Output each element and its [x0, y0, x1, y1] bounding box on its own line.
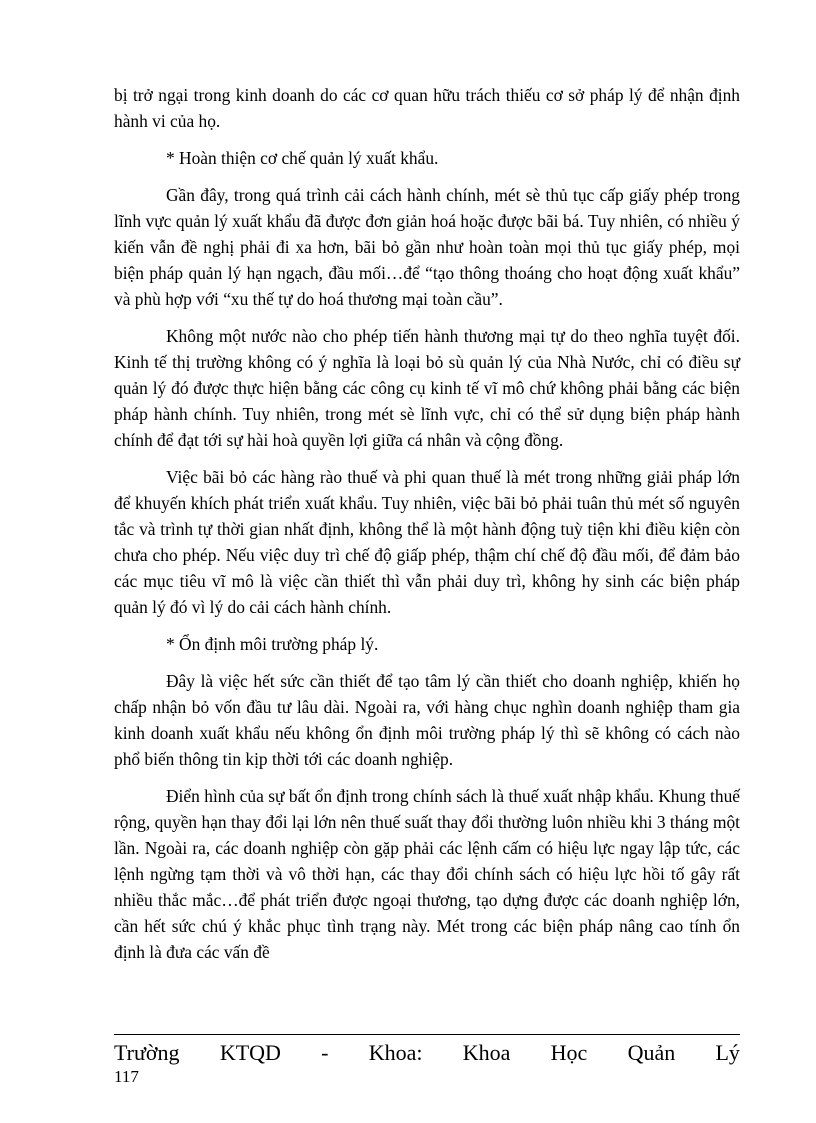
- paragraph: Không một nước nào cho phép tiến hành thương mại tự do theo nghĩa tuyệt đối. Kinh tế thị trường không có ý nghĩa là loại bỏ sù quản lý của Nhà Nước, chỉ có điều sự quản lý đó được thực hiện bằng các công cụ kinh tế vĩ mô chứ không phải bằng các biện pháp hành chính. Tuy nhiên, trong mét sè lĩnh vực, chỉ có thể sử dụng biện pháp hành chính để đạt tới sự hài hoà quyền lợi giữa cá nhân và cộng đồng.: [114, 326, 740, 450]
- footer-word: Quản: [627, 1040, 676, 1065]
- paragraph: Đây là việc hết sức cần thiết để tạo tâm lý cần thiết cho doanh nghiệp, khiến họ chấp nhận bỏ vốn đầu tư lâu dài. Ngoài ra, với hàng chục nghìn doanh nghiệp tham gia kinh doanh xuất khẩu nếu không ổn định môi trường pháp lý thì sẽ không có cách nào phổ biến thông tin kịp thời tới các doanh nghiệp.: [114, 671, 740, 769]
- section-heading-export-management: * Hoàn thiện cơ chế quản lý xuất khẩu.: [166, 148, 439, 168]
- paragraph: Việc bãi bỏ các hàng rào thuế và phi quan thuế là mét trong những giải pháp lớn để khuyến khích phát triển xuất khẩu. Tuy nhiên, việc bãi bỏ phải tuân thủ mét số nguyên tắc và trình tự thời gian nhất định, không thể là một hành động tuỳ tiện khi điều kiện còn chưa cho phép. Nếu việc duy trì chế độ giấp phép, thậm chí chế độ đầu mối, để đảm bảo các mục tiêu vĩ mô là việc cần thiết thì vẫn phải duy trì, không hy sinh các biện pháp quản lý đó vì lý do cải cách hành chính.: [114, 467, 740, 617]
- body-text: [114, 82, 740, 976]
- paragraph: Điển hình của sự bất ổn định trong chính sách là thuế xuất nhập khẩu. Khung thuế rộng, quyền hạn thay đổi lại lớn nên thuế suất thay đổi thường luôn nhiều khi 3 tháng một lần. Ngoài ra, các doanh nghiệp còn gặp phải các lệnh cấm có hiệu lực ngay lập tức, các lệnh ngừng tạm thời và vô thời hạn, các thay đổi chính sách có hiệu lực hồi tố gây rất nhiều thắc mắc…để phát triển được ngoại thương, tạo dựng được các doanh nghiệp lớn, cần hết sức chú ý khắc phục tình trạng này. Mét trong các biện pháp nâng cao tính ổn định là đưa các vấn đề: [114, 786, 740, 962]
- paragraph: Gần đây, trong quá trình cải cách hành chính, mét sè thủ tục cấp giấy phép trong lĩnh vực quản lý xuất khẩu đã được đơn giản hoá hoặc được bãi bá. Tuy nhiên, có nhiều ý kiến vẫn đề nghị phải đi xa hơn, bãi bỏ gần như hoàn toàn mọi thủ tục giấy phép, mọi biện pháp quản lý hạn ngạch, đầu mối…để “tạo thông thoáng cho hoạt động xuất khẩu” và phù hợp với “xu thế tự do hoá thương mại toàn cầu”.: [114, 185, 740, 309]
- footer-word: Trường: [114, 1040, 180, 1065]
- paragraph-continuation: bị trở ngại trong kinh doanh do các cơ quan hữu trách thiếu cơ sở pháp lý để nhận định hành vi của họ.: [114, 85, 740, 131]
- footer-word: Khoa:: [368, 1040, 423, 1065]
- footer-word: KTQD: [219, 1040, 281, 1065]
- footer-word: -: [321, 1040, 329, 1065]
- section-heading-legal-environment: * Ổn định môi trường pháp lý.: [166, 634, 379, 654]
- page-number: 117: [114, 1067, 139, 1086]
- footer-word: Khoa: [462, 1040, 511, 1065]
- footer-divider: [114, 1034, 740, 1035]
- footer-institution: [114, 1038, 740, 1068]
- footer-word: Học: [550, 1040, 588, 1065]
- footer-word: Lý: [715, 1040, 740, 1065]
